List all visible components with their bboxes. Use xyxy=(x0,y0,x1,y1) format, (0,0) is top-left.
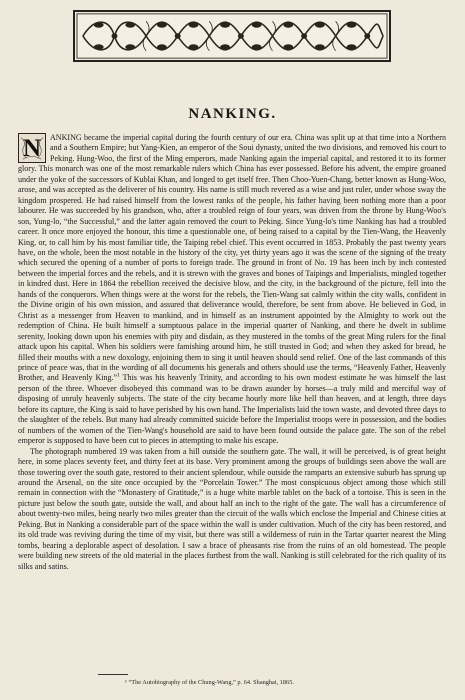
paragraph-1-continued: This was his heavenly Trinity, and according to his own modest estimate he was himself the last person of the three. Whoever disobeyed this command was to be drawn asunder by horses—a truly mild and merciful way of disposing of unruly heavenly subjects. The state of the city became hourly more like hell than heaven, and at length, three days before its capture, the King is said to have perished by his own hand. The Imperialists laid the town waste, and devoted three days to the slaughter of the rebels. But many had already committed suicide before the Imperialist troops were in possession, and the bodies of numbers of the women of the Tien-Wang's household are said to have been found outside the palace gate. The son of the rebel emperor is supposed to have been cut to pieces in attempting to make his escape. xyxy=(18,373,446,446)
article-body xyxy=(18,133,446,572)
footnote-reference[interactable]: 1 xyxy=(117,372,120,379)
footnote-divider xyxy=(98,674,128,675)
decorative-header-ornament xyxy=(73,10,391,62)
page-title: NANKING. xyxy=(188,106,277,122)
drop-cap-letter: N xyxy=(22,135,42,162)
floral-scroll-ornament-icon xyxy=(75,12,389,60)
paragraph-1 xyxy=(18,133,446,447)
paragraph-2: The photograph numbered 19 was taken from a hill outside the southern gate. The wall, it will be perceived, is of great height here, in some places seventy feet, and thirty feet at its base. Very prominent among the groups of buildings seen above the wall are those towering over the south gate, restored to their ancient splendour, while outside the ramparts an extensive suburb has sprung up around the Arsenal, on the site once occupied by the “Porcelain Tower.” The most conspicuous object among those which still remain in connection with the “Monastery of Gratitude,” is a huge white marble tablet on the back of a tortoise. This is seen in the picture just below the south gate, outside the wall, and about half an inch to the right of the gate. The wall has a circumference of about twenty-two miles, being nearly two miles greater than the circuit of the walls which enclose the Imperial and Chinese cities at Peking. But in Nanking a considerable part of the space within the wall is under cultivation. Much of the city has been restored, and its old trade was reviving during the time of my visit, but there was still a wilderness of ruin in the Tartar quarter nearest the Ming tombs, bearing a deplorable aspect of desolation. I saw a brace of pheasants rise from the ruins of an old homestead. The people were building new streets of the old material in the places furthest from the wall. Nanking is still celebrated for the rich quality of its silks and satins. xyxy=(18,446,446,571)
drop-cap-initial xyxy=(18,133,46,163)
paragraph-1-text: ANKING became the imperial capital during the fourth century of our era. China was split up at that time into a Northern and a Southern Empire; but Yang-Kien, an emperor of the Soui dynasty, united the two divisions, and removed his court to Peking. Hung-Woo, the first of the Ming emperors, made Nanking again the imperial capital, and restored it to its former glory. This monarch was one of the most remarkable rulers which China has ever possessed. Before his advent, the empire groaned under the yoke of the successors of Kublai Khan, and longed to get itself free. Then Choo-Yuen-Chang, better known as Hung-Woo, arose, and was accepted as the deliverer of his country. His name is still much revered as a wise and just ruler, under whose sway the kingdom prospered. He had raised himself from the lowest ranks of the people, his father having been nothing more than a poor labourer. He was succeeded by his grandson, who, after a troubled reign of four years, was driven from the throne by Hung-Woo's son, Yung-lo, “the Successful,” and the latter again removed the court to Peking. Since Yung-lo's time Nanking has had a troubled career. It once more enjoyed the honour, this time a questionable one, of being raised to a capital by the Tien-Wang, the Heavenly King, or, to call him by his most familiar title, the Taiping rebel chief. This event occurred in 1853. Probably the past twenty years have, on the whole, been the most notable in the history of the city, yet thirty years ago it was the scene of the signing of the treaty which secured the opening of a number of ports to foreign trade. The ground in front of No. 19 has been inch by inch contested between the imperial forces and the rebels, and it is strewn with the graves and bones of Taipings and Imperialists, mingled together in kindred dust. Here in 1864 the rebellion received the decisive blow, and the city, in the background of the picture, fell into the hands of the conquerors. When things were at the worst for the rebels, the Tien-Wang sat calmly within the city walls, confident in the Divine origin of his own mission, and assured that deliverance would, therefore, be sent from above. He believed in God, in Christ as a messenger from Heaven to mankind, and in himself as an instrument appointed by the Almighty to work out the redemption of China. He built himself a sumptuous palace in the imperial quarter of Nanking, and there he dwelt in sublime serenity, looking down upon his enemies with pity and disdain, as they mustered in the tombs of the great Ming rulers for the final attack upon his capital. When his soldiers were famishing around him, he still trusted in God; and when they asked for bread, he filled their mouths with a new doxology, enjoining them to sing it until heaven should send relief. One of the last commands of this prince of peace was, that in the wording of all documents his generals and others should use the terms, “Heavenly Father, Heavenly Brother, and Heavenly King.” xyxy=(18,133,446,383)
footnote: ¹ “The Autobiography of the Chung-Wang,” p. 64. Shanghai, 1865. xyxy=(125,679,294,686)
